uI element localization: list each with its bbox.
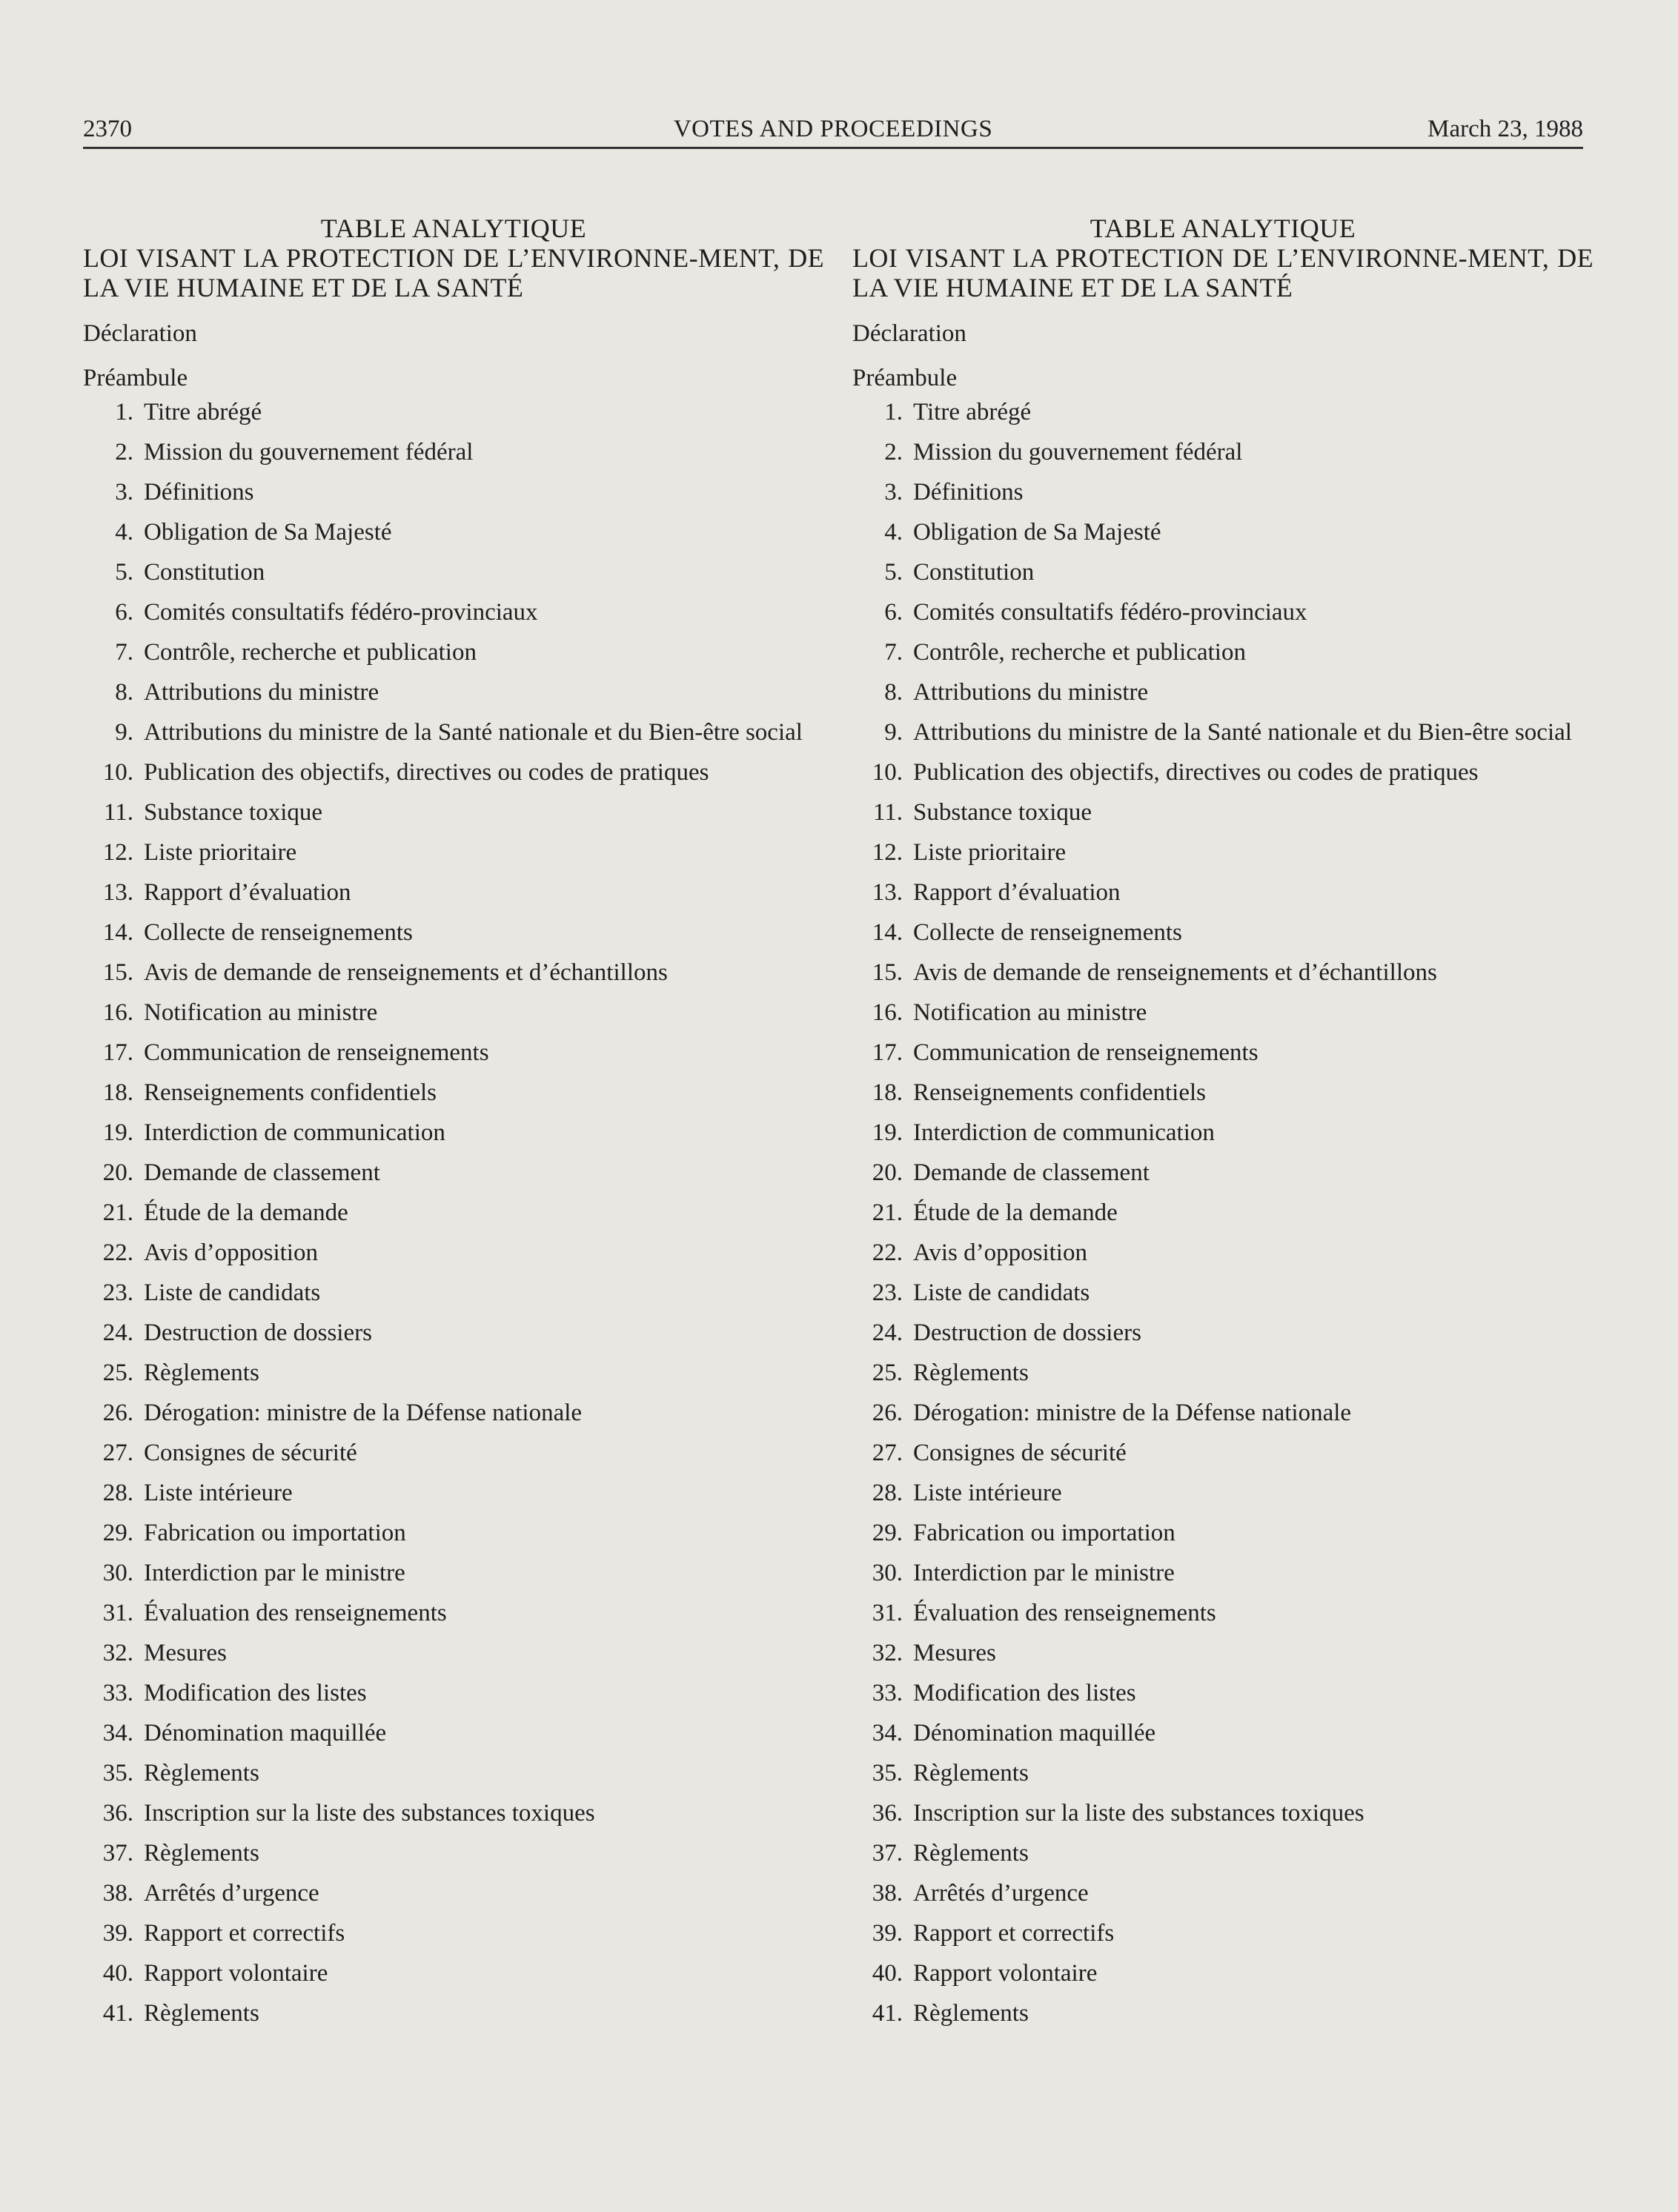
item-number: 16.: [102, 999, 133, 1026]
item-number: 5.: [884, 559, 903, 586]
item-title: Contrôle, recherche et publication: [913, 639, 1246, 666]
list-item: [83, 1078, 824, 1107]
item-number: 32.: [872, 1640, 903, 1666]
item-number: 11.: [103, 799, 133, 826]
item-number: 34.: [102, 1720, 133, 1746]
item-number: 18.: [102, 1079, 133, 1106]
item-title: Destruction de dossiers: [913, 1319, 1141, 1346]
item-number: 9.: [884, 719, 903, 746]
right-column: [852, 213, 1594, 2039]
item-title: Définitions: [913, 479, 1024, 506]
list-item: [852, 758, 1594, 787]
item-number: 14.: [102, 919, 133, 946]
list-item: [852, 798, 1594, 827]
item-number: 10.: [102, 759, 133, 786]
item-title: Mission du gouvernement fédéral: [913, 439, 1243, 466]
item-number: 32.: [102, 1640, 133, 1666]
item-title: Avis de demande de renseignements et d’échantillons: [913, 959, 1437, 986]
list-item: [83, 1438, 824, 1468]
list-item: [83, 1918, 824, 1948]
item-number: 25.: [102, 1360, 133, 1386]
item-title: Collecte de renseignements: [144, 919, 413, 946]
list-item: [83, 1478, 824, 1508]
item-number: 4.: [115, 519, 133, 546]
item-title: Communication de renseignements: [144, 1039, 489, 1066]
item-title: Liste prioritaire: [144, 839, 297, 866]
list-item: [852, 1158, 1594, 1188]
list-item: [83, 517, 824, 547]
list-item: [852, 397, 1594, 427]
list-item: [852, 1878, 1594, 1908]
item-title: Comités consultatifs fédéro-provinciaux: [913, 599, 1307, 626]
list-item: [852, 1118, 1594, 1148]
list-item: [83, 557, 824, 587]
preamble-label: Préambule: [852, 365, 958, 391]
item-title: Règlements: [913, 1840, 1029, 1867]
item-number: 19.: [872, 1119, 903, 1146]
item-number: 13.: [102, 879, 133, 906]
list-item: [852, 1038, 1594, 1067]
declaration-label: Déclaration: [852, 320, 966, 347]
list-item: [852, 718, 1594, 747]
item-title: Liste de candidats: [144, 1279, 321, 1306]
item-title: Substance toxique: [913, 799, 1092, 826]
item-title: Interdiction de communication: [913, 1119, 1215, 1146]
item-number: 7.: [115, 639, 133, 666]
item-title: Rapport et correctifs: [913, 1920, 1115, 1947]
list-item: [852, 1758, 1594, 1788]
list-item: [83, 1558, 824, 1588]
item-number: 41.: [872, 2000, 903, 2027]
list-item: [83, 1518, 824, 1548]
item-number: 35.: [872, 1760, 903, 1787]
item-number: 31.: [872, 1600, 903, 1626]
item-number: 3.: [115, 479, 133, 506]
item-title: Publication des objectifs, directives ou codes de pratiques: [913, 759, 1479, 786]
item-title: Règlements: [144, 1840, 259, 1867]
item-number: 17.: [102, 1039, 133, 1066]
item-title: Rapport volontaire: [913, 1960, 1098, 1987]
item-title: Mesures: [913, 1640, 996, 1666]
item-title: Avis de demande de renseignements et d’échantillons: [144, 959, 668, 986]
list-item: [83, 1758, 824, 1788]
list-item: [852, 517, 1594, 547]
list-item: [83, 718, 824, 747]
item-number: 30.: [872, 1560, 903, 1586]
list-item: [852, 1518, 1594, 1548]
list-item: [83, 397, 824, 427]
item-number: 23.: [102, 1279, 133, 1306]
item-number: 31.: [102, 1600, 133, 1626]
list-item: [852, 477, 1594, 507]
item-number: 12.: [872, 839, 903, 866]
item-title: Substance toxique: [144, 799, 323, 826]
item-title: Fabrication ou importation: [144, 1520, 406, 1546]
item-title: Dénomination maquillée: [144, 1720, 387, 1746]
item-title: Liste de candidats: [913, 1279, 1090, 1306]
list-item: [83, 798, 824, 827]
item-number: 6.: [884, 599, 903, 626]
item-title: Communication de renseignements: [913, 1039, 1258, 1066]
list-item: [852, 1318, 1594, 1348]
item-title: Règlements: [913, 1760, 1029, 1787]
list-item: [852, 1918, 1594, 1948]
list-item: [83, 1838, 824, 1868]
item-title: Arrêtés d’urgence: [913, 1880, 1089, 1907]
item-number: 22.: [102, 1239, 133, 1266]
item-title: Avis d’opposition: [913, 1239, 1087, 1266]
item-title: Dénomination maquillée: [913, 1720, 1156, 1746]
item-number: 33.: [102, 1680, 133, 1706]
item-number: 38.: [872, 1880, 903, 1907]
item-number: 11.: [872, 799, 903, 826]
list-item: [83, 1678, 824, 1708]
declaration-label: Déclaration: [83, 320, 197, 347]
header-date: March 23, 1988: [1427, 116, 1583, 142]
item-title: Attributions du ministre: [913, 679, 1149, 706]
list-item: [852, 1238, 1594, 1268]
list-item: [852, 1198, 1594, 1228]
item-number: 40.: [102, 1960, 133, 1987]
list-item: [83, 758, 824, 787]
list-item: [852, 1598, 1594, 1628]
item-title: Notification au ministre: [913, 999, 1147, 1026]
item-title: Règlements: [913, 1360, 1029, 1386]
item-number: 27.: [872, 1440, 903, 1466]
item-title: Obligation de Sa Majesté: [144, 519, 392, 546]
item-title: Modification des listes: [913, 1680, 1136, 1706]
item-title: Règlements: [144, 2000, 259, 2027]
item-title: Liste intérieure: [913, 1480, 1062, 1506]
list-item: [83, 1398, 824, 1428]
list-item: [83, 1798, 824, 1828]
item-number: 1.: [115, 399, 133, 425]
item-number: 24.: [872, 1319, 903, 1346]
list-item: [83, 1198, 824, 1228]
list-item: [83, 437, 824, 467]
item-title: Rapport d’évaluation: [144, 879, 351, 906]
item-title: Rapport volontaire: [144, 1960, 328, 1987]
page-number: 2370: [83, 116, 132, 142]
item-number: 7.: [884, 639, 903, 666]
item-title: Attributions du ministre de la Santé nationale et du Bien-être social: [913, 719, 1572, 746]
list-item: [83, 1118, 824, 1148]
item-title: Titre abrégé: [913, 399, 1032, 425]
item-title: Interdiction de communication: [144, 1119, 445, 1146]
list-item: [83, 1638, 824, 1668]
item-title: Consignes de sécurité: [144, 1440, 357, 1466]
item-number: 28.: [872, 1480, 903, 1506]
list-item: [83, 678, 824, 707]
item-number: 2.: [115, 439, 133, 466]
item-number: 13.: [872, 879, 903, 906]
item-number: 8.: [115, 679, 133, 706]
item-number: 10.: [872, 759, 903, 786]
item-number: 34.: [872, 1720, 903, 1746]
item-number: 37.: [102, 1840, 133, 1867]
list-item: [852, 958, 1594, 987]
item-title: Évaluation des renseignements: [144, 1600, 447, 1626]
item-title: Étude de la demande: [913, 1199, 1118, 1226]
item-number: 29.: [102, 1520, 133, 1546]
list-item: [852, 638, 1594, 667]
list-item: [83, 1318, 824, 1348]
item-number: 23.: [872, 1279, 903, 1306]
list-item: [852, 1438, 1594, 1468]
item-number: 35.: [102, 1760, 133, 1787]
item-title: Interdiction par le ministre: [913, 1560, 1175, 1586]
item-title: Attributions du ministre de la Santé nationale et du Bien-être social: [144, 719, 803, 746]
list-item: [852, 1838, 1594, 1868]
item-title: Évaluation des renseignements: [913, 1600, 1216, 1626]
item-number: 40.: [872, 1960, 903, 1987]
list-item: [83, 597, 824, 627]
item-title: Règlements: [144, 1360, 259, 1386]
item-title: Collecte de renseignements: [913, 919, 1182, 946]
item-number: 18.: [872, 1079, 903, 1106]
item-number: 5.: [115, 559, 133, 586]
item-title: Notification au ministre: [144, 999, 378, 1026]
item-number: 20.: [102, 1159, 133, 1186]
item-title: Rapport et correctifs: [144, 1920, 345, 1947]
item-title: Destruction de dossiers: [144, 1319, 372, 1346]
item-title: Constitution: [144, 559, 265, 586]
item-number: 24.: [102, 1319, 133, 1346]
item-number: 17.: [872, 1039, 903, 1066]
item-number: 27.: [102, 1440, 133, 1466]
act-title: LOI VISANT LA PROTECTION DE L’ENVIRONNE-MENT, DE LA VIE HUMAINE ET DE LA SANTÉ: [83, 243, 824, 302]
item-title: Fabrication ou importation: [913, 1520, 1175, 1546]
item-title: Liste intérieure: [144, 1480, 293, 1506]
list-item: [852, 1958, 1594, 1988]
list-item: [852, 1478, 1594, 1508]
item-number: 16.: [872, 999, 903, 1026]
item-title: Règlements: [913, 2000, 1029, 2027]
page-header: [83, 111, 1583, 149]
item-number: 3.: [884, 479, 903, 506]
item-title: Publication des objectifs, directives ou codes de pratiques: [144, 759, 709, 786]
item-number: 39.: [102, 1920, 133, 1947]
list-item: [83, 1999, 824, 2028]
item-number: 39.: [872, 1920, 903, 1947]
item-number: 36.: [872, 1800, 903, 1827]
list-item: [83, 1958, 824, 1988]
item-title: Titre abrégé: [144, 399, 262, 425]
item-title: Inscription sur la liste des substances toxiques: [913, 1800, 1364, 1827]
item-title: Consignes de sécurité: [913, 1440, 1127, 1466]
item-title: Arrêtés d’urgence: [144, 1880, 319, 1907]
item-title: Inscription sur la liste des substances toxiques: [144, 1800, 595, 1827]
item-number: 12.: [102, 839, 133, 866]
item-number: 33.: [872, 1680, 903, 1706]
item-number: 8.: [884, 679, 903, 706]
item-title: Demande de classement: [913, 1159, 1150, 1186]
item-title: Étude de la demande: [144, 1199, 348, 1226]
item-number: 26.: [102, 1400, 133, 1426]
item-title: Obligation de Sa Majesté: [913, 519, 1161, 546]
item-number: 9.: [115, 719, 133, 746]
item-number: 2.: [884, 439, 903, 466]
item-number: 41.: [102, 2000, 133, 2027]
item-title: Dérogation: ministre de la Défense nationale: [913, 1400, 1352, 1426]
item-number: 28.: [102, 1480, 133, 1506]
item-title: Attributions du ministre: [144, 679, 379, 706]
contents-list: [852, 397, 1594, 2028]
item-number: 37.: [872, 1840, 903, 1867]
list-item: [852, 1078, 1594, 1107]
list-item: [852, 678, 1594, 707]
item-number: 15.: [102, 959, 133, 986]
list-item: [852, 838, 1594, 867]
table-heading: TABLE ANALYTIQUE: [320, 213, 587, 243]
list-item: [852, 557, 1594, 587]
list-item: [83, 1278, 824, 1308]
act-title: LOI VISANT LA PROTECTION DE L’ENVIRONNE-MENT, DE LA VIE HUMAINE ET DE LA SANTÉ: [852, 243, 1594, 302]
list-item: [852, 1358, 1594, 1388]
item-number: 21.: [102, 1199, 133, 1226]
list-item: [852, 878, 1594, 907]
item-title: Interdiction par le ministre: [144, 1560, 405, 1586]
table-heading: TABLE ANALYTIQUE: [1090, 213, 1356, 243]
list-item: [83, 878, 824, 907]
item-number: 25.: [872, 1360, 903, 1386]
list-item: [852, 1999, 1594, 2028]
item-title: Contrôle, recherche et publication: [144, 639, 477, 666]
item-title: Demande de classement: [144, 1159, 380, 1186]
list-item: [83, 1598, 824, 1628]
list-item: [83, 1238, 824, 1268]
item-title: Liste prioritaire: [913, 839, 1067, 866]
item-title: Renseignements confidentiels: [913, 1079, 1206, 1106]
item-title: Dérogation: ministre de la Défense nationale: [144, 1400, 583, 1426]
list-item: [83, 1158, 824, 1188]
list-item: [83, 998, 824, 1027]
list-item: [83, 1718, 824, 1748]
item-title: Constitution: [913, 559, 1035, 586]
item-number: 38.: [102, 1880, 133, 1907]
item-number: 6.: [115, 599, 133, 626]
running-title: VOTES AND PROCEEDINGS: [673, 116, 993, 142]
item-title: Renseignements confidentiels: [144, 1079, 437, 1106]
list-item: [83, 1038, 824, 1067]
list-item: [852, 1798, 1594, 1828]
item-title: Définitions: [144, 479, 254, 506]
item-title: Modification des listes: [144, 1680, 367, 1706]
item-number: 14.: [872, 919, 903, 946]
item-number: 20.: [872, 1159, 903, 1186]
list-item: [83, 638, 824, 667]
left-column: [83, 213, 824, 2039]
list-item: [83, 958, 824, 987]
item-title: Avis d’opposition: [144, 1239, 318, 1266]
list-item: [83, 1358, 824, 1388]
item-number: 4.: [884, 519, 903, 546]
item-title: Rapport d’évaluation: [913, 879, 1121, 906]
item-number: 1.: [884, 399, 903, 425]
list-item: [852, 1718, 1594, 1748]
list-item: [852, 1678, 1594, 1708]
item-number: 21.: [872, 1199, 903, 1226]
list-item: [852, 1278, 1594, 1308]
item-title: Mission du gouvernement fédéral: [144, 439, 474, 466]
item-title: Mesures: [144, 1640, 227, 1666]
item-number: 19.: [102, 1119, 133, 1146]
list-item: [852, 1638, 1594, 1668]
item-number: 29.: [872, 1520, 903, 1546]
list-item: [83, 477, 824, 507]
item-number: 26.: [872, 1400, 903, 1426]
contents-list: [83, 397, 824, 2028]
list-item: [83, 918, 824, 947]
list-item: [852, 998, 1594, 1027]
list-item: [852, 597, 1594, 627]
list-item: [852, 918, 1594, 947]
item-number: 30.: [102, 1560, 133, 1586]
preamble-label: Préambule: [83, 365, 188, 391]
list-item: [852, 1558, 1594, 1588]
item-number: 22.: [872, 1239, 903, 1266]
item-title: Comités consultatifs fédéro-provinciaux: [144, 599, 538, 626]
list-item: [852, 437, 1594, 467]
list-item: [852, 1398, 1594, 1428]
item-number: 15.: [872, 959, 903, 986]
list-item: [83, 838, 824, 867]
item-number: 36.: [102, 1800, 133, 1827]
item-title: Règlements: [144, 1760, 259, 1787]
list-item: [83, 1878, 824, 1908]
